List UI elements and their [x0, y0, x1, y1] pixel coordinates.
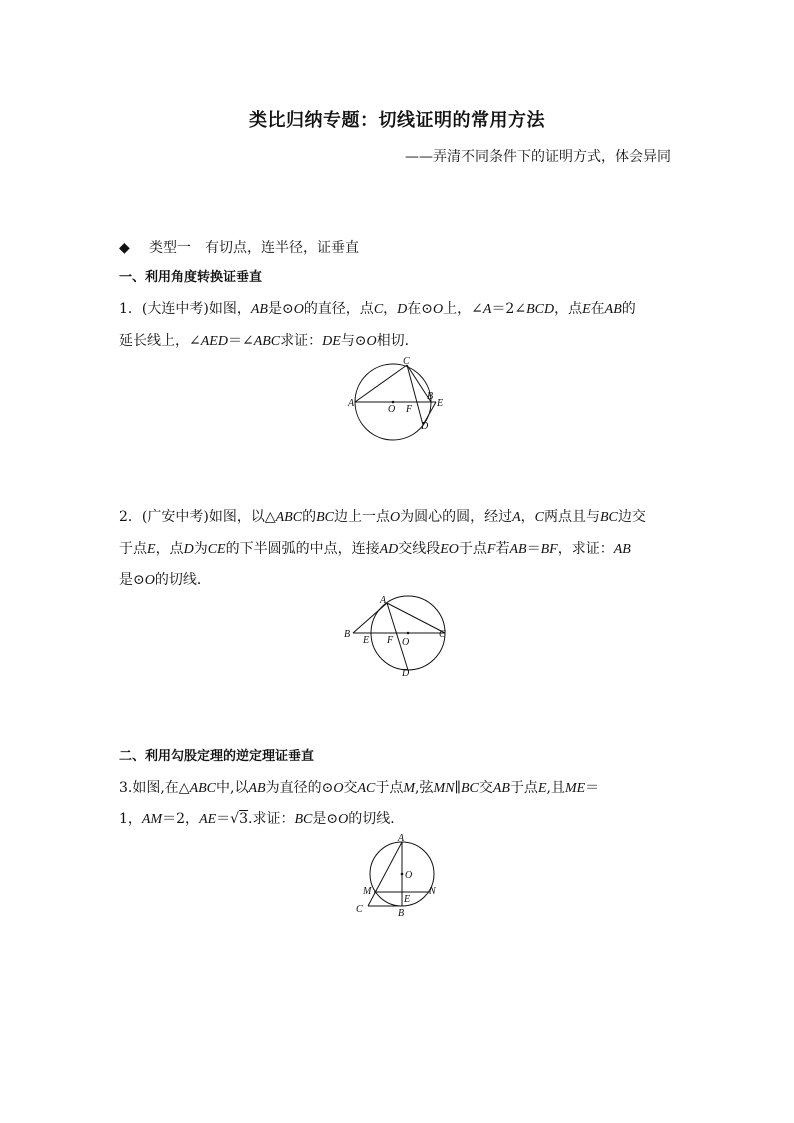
- p1-label-O: O: [388, 404, 396, 415]
- p1-label-D: D: [421, 421, 429, 432]
- page-subtitle: ——弄清不同条件下的证明方式，体会异同: [405, 149, 671, 165]
- diamond-bullet-icon: ◆: [119, 240, 130, 256]
- p3-label-E: E: [404, 894, 411, 905]
- p1-label-C: C: [403, 356, 410, 367]
- type1-heading: [119, 238, 359, 258]
- p1-label-E: E: [437, 398, 444, 409]
- p3-label-A: A: [398, 833, 405, 844]
- p2-label-D: D: [402, 668, 410, 679]
- p1-label-A: A: [348, 398, 355, 409]
- p2-label-F: F: [387, 635, 394, 646]
- problem2-line1: 2．(广安中考)如图，以△ABC的BC边上一点O为圆心的圆，经过A，C两点且与BC边交: [119, 509, 646, 525]
- p3-label-N: N: [429, 886, 436, 897]
- p2-label-C: C: [439, 629, 446, 640]
- p3-label-C: C: [356, 904, 363, 915]
- p2-label-O: O: [402, 637, 410, 648]
- p2-label-B: B: [344, 629, 351, 640]
- p2-label-A: A: [380, 595, 387, 606]
- p1-label-B: B: [427, 391, 434, 402]
- page-title: 类比归纳专题：切线证明的常用方法: [249, 110, 545, 131]
- p3-label-M: M: [363, 886, 372, 897]
- p3-label-O: O: [405, 870, 413, 881]
- problem1-figure: [340, 355, 460, 445]
- p3-label-B: B: [398, 908, 405, 919]
- problem2-figure: [340, 593, 460, 683]
- problem1-line2: 延长线上，∠AED＝∠ABC求证：DE与⊙O相切．: [119, 333, 419, 349]
- problem3-line1: 3.如图,在△ABC中,以AB为直径的⊙O交AC于点M,弦MN∥BC交AB于点E,且ME＝: [119, 780, 600, 796]
- p1-label-F: F: [406, 404, 413, 415]
- problem2-line2: 于点E，点D为CE的下半圆弧的中点，连接AD交线段EO于点F若AB＝BF，求证：AB: [119, 541, 631, 557]
- problem1-line1: 1．(大连中考)如图，AB是⊙O的直径，点C，D在⊙O上，∠A＝2∠BCD，点E在AB的: [119, 301, 636, 317]
- problem3-line2: 1，AM＝2，AE＝√3.求证：BC是⊙O的切线．: [119, 811, 405, 827]
- section1-title: 一、利用角度转换证垂直: [119, 270, 263, 285]
- p2-label-E: E: [363, 635, 370, 646]
- section2-title: 二、利用勾股定理的逆定理证垂直: [119, 749, 315, 764]
- problem3-figure: [350, 832, 450, 922]
- problem2-line3: 是⊙O的切线．: [119, 572, 211, 588]
- type1-label: 类型一 有切点，连半径，证垂直: [149, 240, 359, 256]
